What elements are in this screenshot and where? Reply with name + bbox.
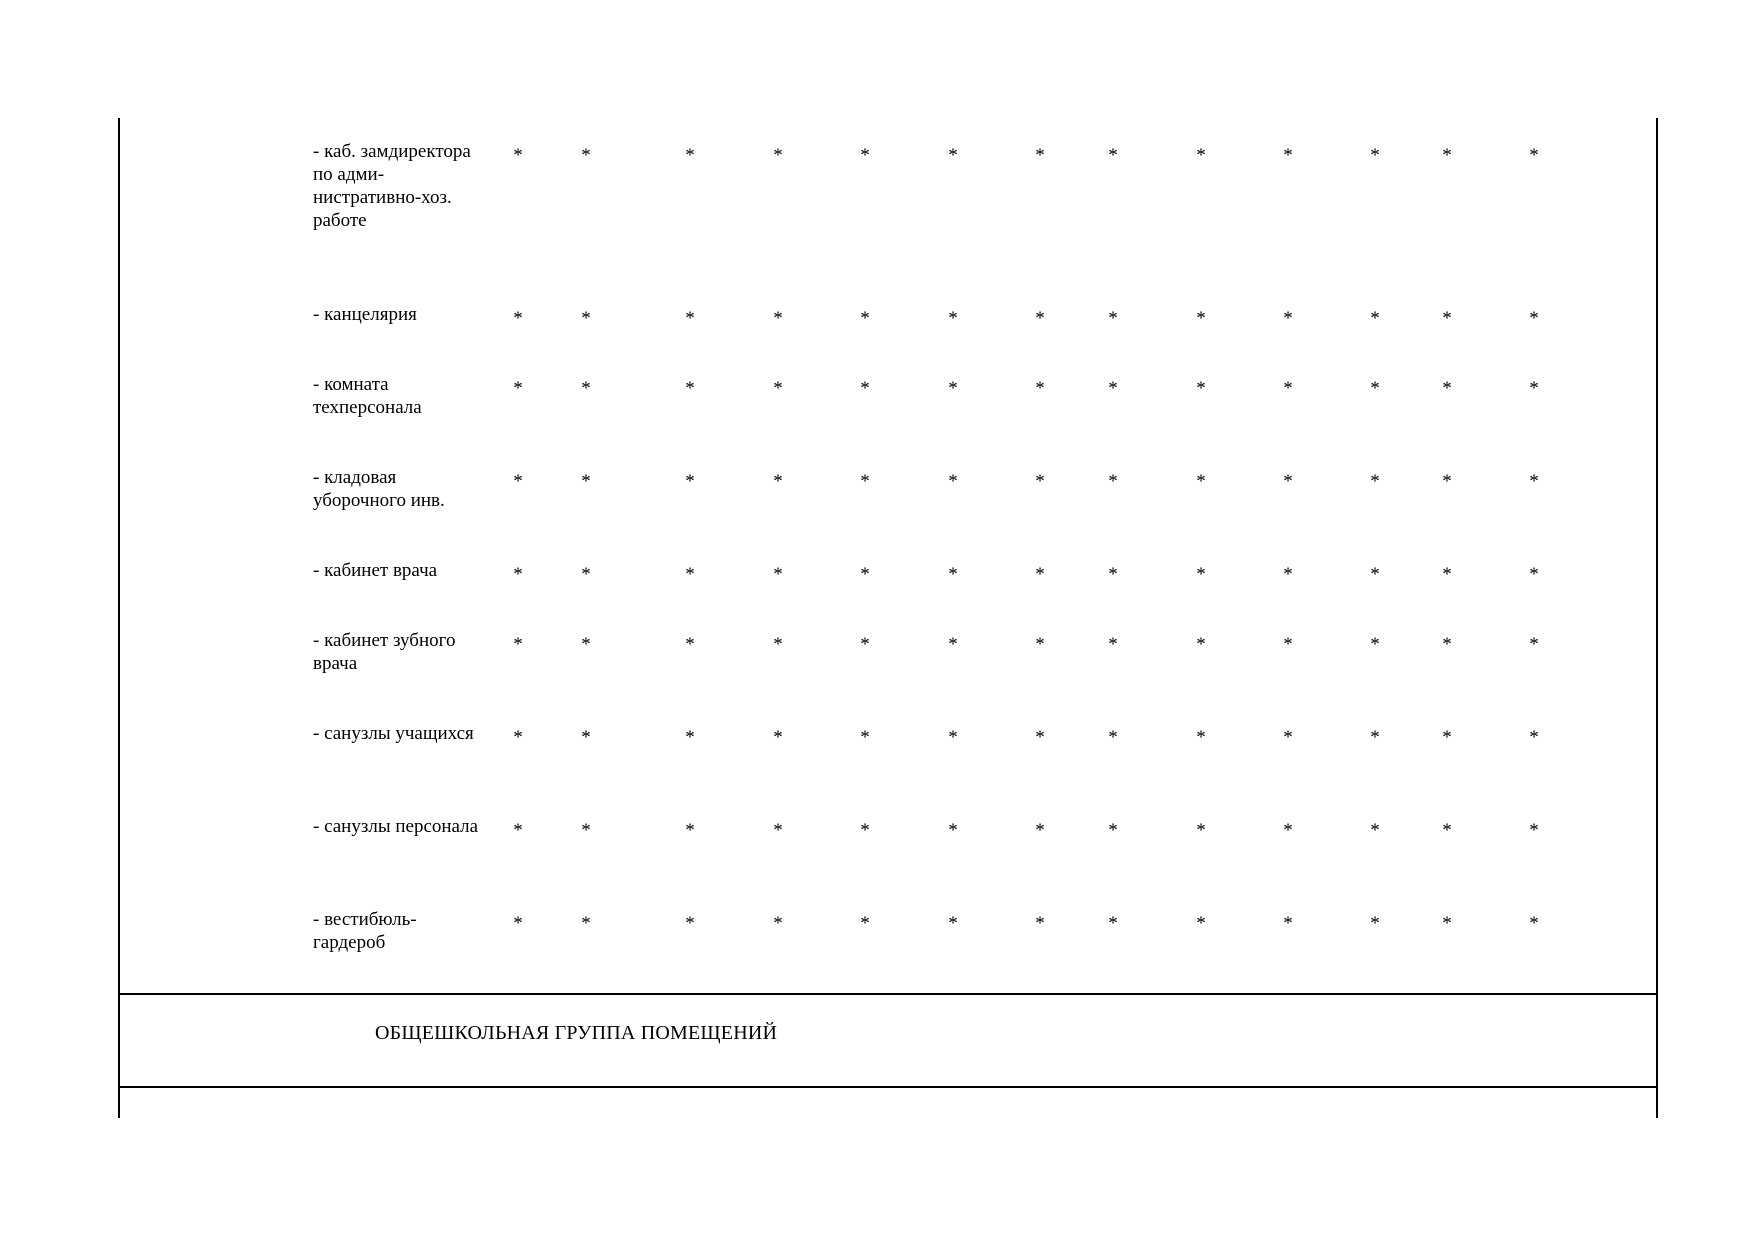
row-mark: * — [581, 564, 591, 585]
row-mark: * — [1283, 145, 1293, 166]
row-mark: * — [1196, 378, 1206, 399]
row-mark: * — [581, 145, 591, 166]
row-mark: * — [1283, 913, 1293, 934]
row-mark: * — [948, 378, 958, 399]
row-mark: * — [1442, 727, 1452, 748]
row-mark: * — [1442, 471, 1452, 492]
row-mark: * — [860, 913, 870, 934]
row-mark: * — [1370, 727, 1380, 748]
row-mark: * — [1370, 145, 1380, 166]
row-mark: * — [1529, 471, 1539, 492]
row-mark: * — [1108, 820, 1118, 841]
row-mark: * — [581, 378, 591, 399]
room-name: - канцелярия — [313, 304, 417, 325]
row-mark: * — [860, 308, 870, 329]
row-mark: * — [773, 145, 783, 166]
row-mark: * — [513, 145, 523, 166]
row-mark: * — [948, 145, 958, 166]
row-mark: * — [1108, 145, 1118, 166]
row-mark: * — [685, 471, 695, 492]
row-mark: * — [1442, 308, 1452, 329]
row-mark: * — [948, 634, 958, 655]
row-mark: * — [581, 471, 591, 492]
row-mark: * — [773, 378, 783, 399]
row-mark: * — [1196, 308, 1206, 329]
row-mark: * — [1370, 471, 1380, 492]
row-mark: * — [685, 634, 695, 655]
row-mark: * — [860, 145, 870, 166]
row-mark: * — [1529, 820, 1539, 841]
row-mark: * — [581, 634, 591, 655]
row-mark: * — [860, 378, 870, 399]
row-mark: * — [1035, 564, 1045, 585]
row-mark: * — [948, 820, 958, 841]
row-mark: * — [1442, 820, 1452, 841]
row-mark: * — [581, 913, 591, 934]
row-mark: * — [1283, 727, 1293, 748]
row-mark: * — [1108, 378, 1118, 399]
row-mark: * — [773, 820, 783, 841]
row-mark: * — [948, 564, 958, 585]
row-mark: * — [513, 727, 523, 748]
row-mark: * — [513, 308, 523, 329]
row-mark: * — [773, 913, 783, 934]
row-mark: * — [1529, 308, 1539, 329]
row-mark: * — [1108, 564, 1118, 585]
row-mark: * — [685, 727, 695, 748]
row-mark: * — [1370, 913, 1380, 934]
row-mark: * — [1370, 564, 1380, 585]
section-title: ОБЩЕШКОЛЬНАЯ ГРУППА ПОМЕЩЕНИЙ — [375, 1022, 778, 1044]
row-mark: * — [1196, 820, 1206, 841]
row-mark: * — [860, 727, 870, 748]
row-mark: * — [581, 308, 591, 329]
row-mark: * — [1370, 634, 1380, 655]
row-mark: * — [685, 308, 695, 329]
row-mark: * — [1196, 913, 1206, 934]
row-mark: * — [1442, 378, 1452, 399]
row-mark: * — [1035, 145, 1045, 166]
row-mark: * — [773, 471, 783, 492]
section-bottom-rule — [118, 1086, 1658, 1088]
row-mark: * — [513, 471, 523, 492]
row-mark: * — [773, 727, 783, 748]
row-mark: * — [513, 378, 523, 399]
row-mark: * — [513, 564, 523, 585]
row-mark: * — [948, 471, 958, 492]
row-mark: * — [1035, 308, 1045, 329]
row-mark: * — [1529, 913, 1539, 934]
row-mark: * — [1283, 308, 1293, 329]
row-mark: * — [1108, 913, 1118, 934]
row-mark: * — [1442, 564, 1452, 585]
row-mark: * — [1442, 913, 1452, 934]
row-mark: * — [581, 727, 591, 748]
room-name: - комната техперсонала — [313, 374, 422, 418]
row-mark: * — [773, 564, 783, 585]
row-mark: * — [1283, 820, 1293, 841]
row-mark: * — [773, 308, 783, 329]
room-name: - вестибюль-гардероб — [313, 909, 417, 953]
row-mark: * — [1370, 308, 1380, 329]
row-mark: * — [581, 820, 591, 841]
row-mark: * — [685, 564, 695, 585]
row-mark: * — [1370, 820, 1380, 841]
row-mark: * — [1529, 727, 1539, 748]
row-mark: * — [1035, 378, 1045, 399]
row-mark: * — [860, 564, 870, 585]
row-mark: * — [513, 634, 523, 655]
row-mark: * — [1108, 308, 1118, 329]
row-mark: * — [1283, 564, 1293, 585]
row-mark: * — [1196, 634, 1206, 655]
row-mark: * — [1283, 471, 1293, 492]
row-mark: * — [1108, 471, 1118, 492]
row-mark: * — [948, 727, 958, 748]
section-top-rule — [118, 993, 1658, 995]
row-mark: * — [1529, 634, 1539, 655]
table-right-border — [1656, 118, 1658, 1118]
row-mark: * — [1108, 727, 1118, 748]
row-mark: * — [1196, 145, 1206, 166]
row-mark: * — [1529, 145, 1539, 166]
row-mark: * — [513, 913, 523, 934]
row-mark: * — [1529, 378, 1539, 399]
row-mark: * — [1035, 820, 1045, 841]
room-name: - санузлы учащихся — [313, 723, 474, 744]
row-mark: * — [1196, 727, 1206, 748]
row-mark: * — [1035, 913, 1045, 934]
row-mark: * — [685, 820, 695, 841]
row-mark: * — [948, 913, 958, 934]
row-mark: * — [1442, 634, 1452, 655]
row-mark: * — [860, 471, 870, 492]
row-mark: * — [685, 378, 695, 399]
row-mark: * — [1108, 634, 1118, 655]
room-name: - кладовая уборочного инв. — [313, 467, 445, 511]
row-mark: * — [1442, 145, 1452, 166]
row-mark: * — [685, 913, 695, 934]
row-mark: * — [1283, 634, 1293, 655]
row-mark: * — [1283, 378, 1293, 399]
row-mark: * — [1529, 564, 1539, 585]
row-mark: * — [948, 308, 958, 329]
row-mark: * — [685, 145, 695, 166]
room-name: - санузлы персонала — [313, 816, 479, 837]
row-mark: * — [860, 820, 870, 841]
room-name: - кабинет врача — [313, 560, 438, 581]
row-mark: * — [1370, 378, 1380, 399]
row-mark: * — [860, 634, 870, 655]
room-name: - кабинет зубного врача — [313, 630, 456, 674]
room-name: - каб. замдиректора по адми-нистративно-хоз. работе — [313, 141, 471, 231]
row-mark: * — [773, 634, 783, 655]
row-mark: * — [1196, 564, 1206, 585]
table-left-border — [118, 118, 120, 1118]
row-mark: * — [1196, 471, 1206, 492]
row-mark: * — [1035, 727, 1045, 748]
row-mark: * — [1035, 471, 1045, 492]
row-mark: * — [513, 820, 523, 841]
row-mark: * — [1035, 634, 1045, 655]
